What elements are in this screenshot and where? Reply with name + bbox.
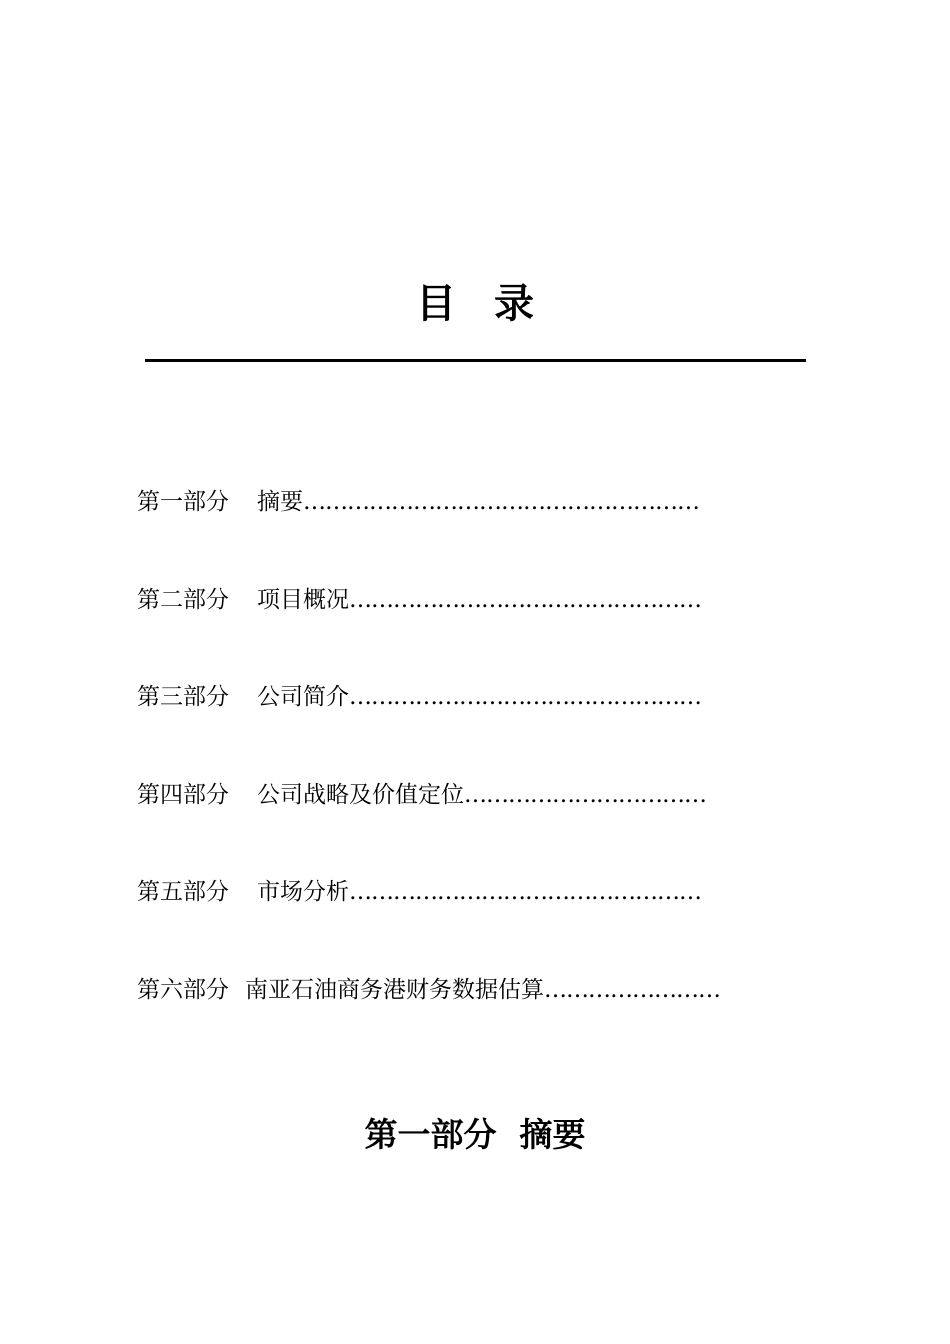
toc-entry-part: 第五部分 xyxy=(137,879,229,906)
toc-entry[interactable] xyxy=(137,679,777,777)
title-divider xyxy=(145,359,806,362)
toc-entry-leader: ……………………………………………… xyxy=(303,489,699,515)
toc-entry-leader: ………………………………………… xyxy=(349,879,701,906)
section-heading: 第一部分 摘要 xyxy=(364,1115,586,1154)
toc-entry-title: 摘要 xyxy=(257,489,303,515)
toc-entry-leader: …………………………… xyxy=(464,781,706,808)
toc-entry-leader: ………………………………………… xyxy=(349,684,701,711)
toc-entry-title: 项目概况 xyxy=(257,586,349,613)
toc-entry[interactable] xyxy=(137,484,777,582)
toc-entry-title: 市场分析 xyxy=(257,879,349,906)
toc-entry-part: 第三部分 xyxy=(137,684,229,711)
toc-entry-part: 第二部分 xyxy=(137,586,229,613)
toc-list xyxy=(137,484,777,1070)
toc-entry-leader: ………………………………………… xyxy=(349,586,701,613)
toc-entry[interactable] xyxy=(137,972,777,1070)
toc-title: 目录 xyxy=(416,280,572,327)
toc-entry-part: 第一部分 xyxy=(137,489,229,515)
toc-entry-title: 南亚石油商务港财务数据估算 xyxy=(245,976,544,1003)
toc-entry-title: 公司战略及价值定位 xyxy=(257,781,464,808)
toc-entry-part: 第六部分 xyxy=(137,976,229,1003)
toc-entry[interactable] xyxy=(137,874,777,972)
toc-entry-part: 第四部分 xyxy=(137,781,229,808)
toc-entry-title: 公司简介 xyxy=(257,684,349,711)
toc-entry[interactable] xyxy=(137,777,777,875)
toc-entry-leader: …………………… xyxy=(544,976,720,1003)
toc-entry[interactable] xyxy=(137,582,777,680)
